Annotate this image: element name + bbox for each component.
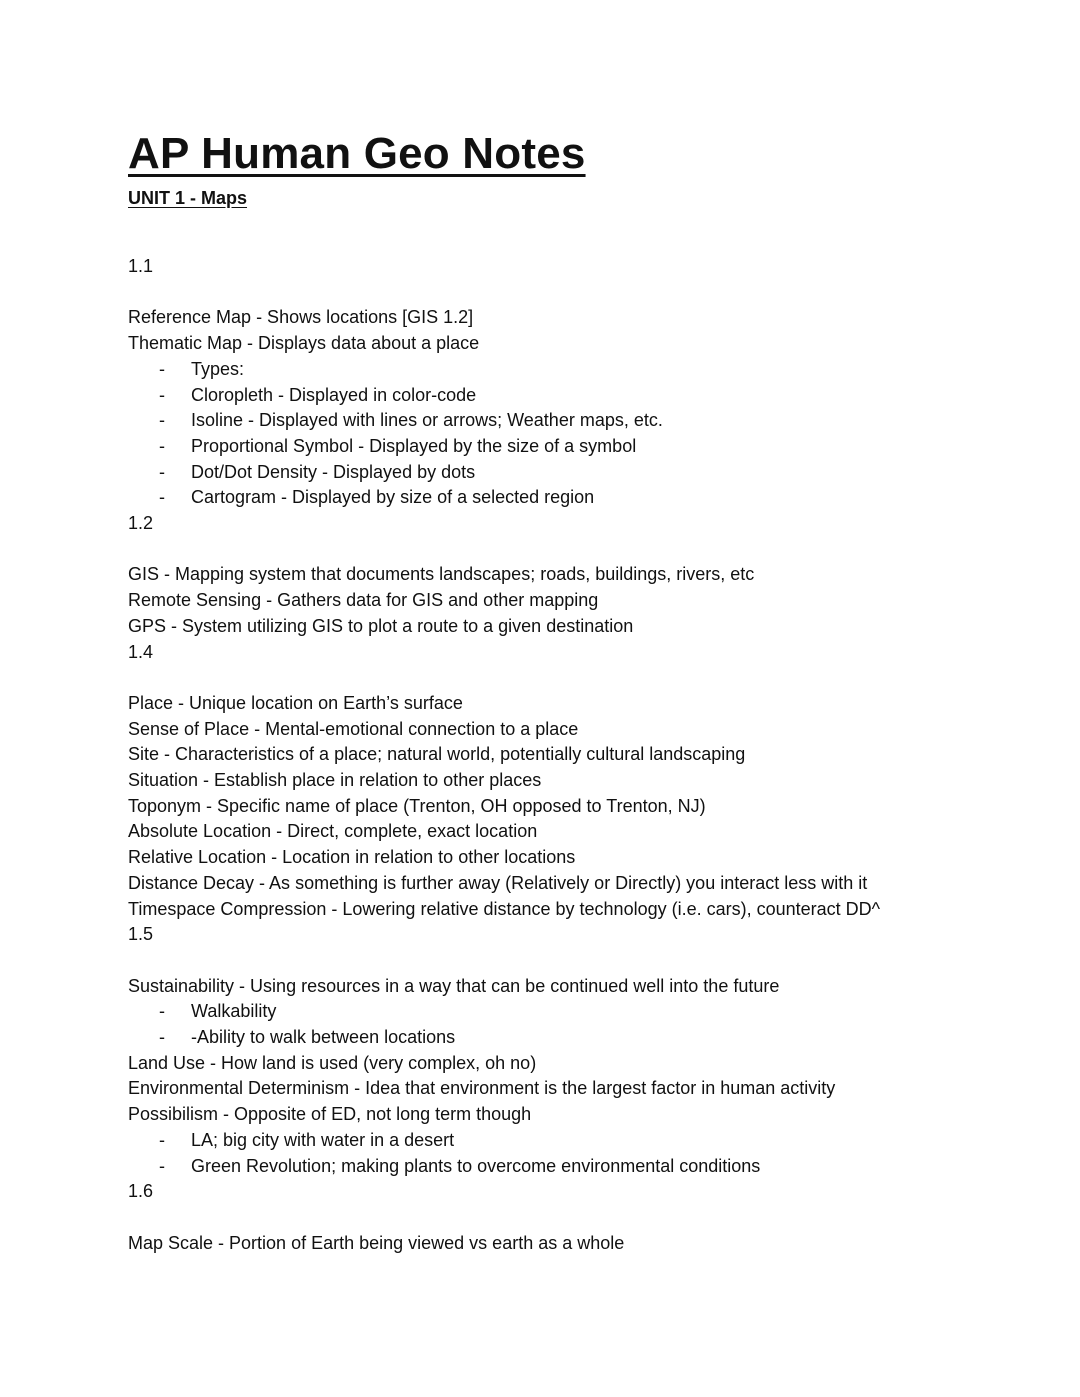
note-line: Map Scale - Portion of Earth being viewed vs earth as a whole xyxy=(128,1232,625,1253)
note-line: Land Use - How land is used (very complex, oh no) xyxy=(128,1052,537,1073)
section-1-2 xyxy=(128,511,968,640)
bullet-item: - Isoline - Displayed with lines or arrows; Weather maps, etc. xyxy=(128,408,968,434)
blank-line xyxy=(128,948,968,974)
note-line: Relative Location - Location in relation to other locations xyxy=(128,847,576,868)
bullet-item: - Cartogram - Displayed by size of a selected region xyxy=(128,485,968,511)
note-line: Absolute Location - Direct, complete, exact location xyxy=(128,821,538,842)
section-number: 1.2 xyxy=(128,513,154,534)
section-1-6 xyxy=(128,1179,968,1256)
note-line: Thematic Map - Displays data about a place xyxy=(128,333,480,354)
note-line: Distance Decay - As something is further away (Relatively or Directly) you interact less with it xyxy=(128,872,868,893)
section-number: 1.5 xyxy=(128,924,154,945)
note-line: Environmental Determinism - Idea that environment is the largest factor in human activity xyxy=(128,1078,836,1099)
blank-line xyxy=(128,1205,968,1231)
section-1-1 xyxy=(128,254,968,511)
note-line: Sense of Place - Mental-emotional connection to a place xyxy=(128,718,579,739)
document-body xyxy=(128,128,968,1256)
bullet-item: - Walkability xyxy=(128,999,968,1025)
note-line: GIS - Mapping system that documents landscapes; roads, buildings, rivers, etc xyxy=(128,564,755,585)
bullet-item: - Proportional Symbol - Displayed by the size of a symbol xyxy=(128,434,968,460)
note-line: Toponym - Specific name of place (Trenton, OH opposed to Trenton, NJ) xyxy=(128,795,706,816)
bullet-item: - Dot/Dot Density - Displayed by dots xyxy=(128,460,968,486)
note-line: Sustainability - Using resources in a way that can be continued well into the future xyxy=(128,975,780,996)
blank-line xyxy=(128,280,968,306)
bullet-item: - -Ability to walk between locations xyxy=(128,1025,968,1051)
bullet-item: - LA; big city with water in a desert xyxy=(128,1128,968,1154)
note-line: GPS - System utilizing GIS to plot a route to a given destination xyxy=(128,615,634,636)
section-1-4 xyxy=(128,640,968,923)
note-line: Reference Map - Shows locations [GIS 1.2] xyxy=(128,307,474,328)
document-title: AP Human Geo Notes xyxy=(128,129,586,178)
note-line: Possibilism - Opposite of ED, not long term though xyxy=(128,1104,532,1125)
section-1-5 xyxy=(128,922,968,1179)
section-number: 1.1 xyxy=(128,256,154,276)
notes-container xyxy=(128,254,968,1256)
bullet-item: - Types: xyxy=(128,357,968,383)
note-line: Site - Characteristics of a place; natural world, potentially cultural landscaping xyxy=(128,744,746,765)
note-line: Situation - Establish place in relation to other places xyxy=(128,770,542,791)
note-line: Place - Unique location on Earth’s surface xyxy=(128,692,463,713)
note-line: Remote Sensing - Gathers data for GIS and other mapping xyxy=(128,590,599,611)
section-number: 1.4 xyxy=(128,641,154,662)
unit-heading: UNIT 1 - Maps xyxy=(128,188,248,208)
blank-line xyxy=(128,537,968,563)
blank-line xyxy=(128,665,968,691)
bullet-item: - Green Revolution; making plants to overcome environmental conditions xyxy=(128,1154,968,1180)
note-line: Timespace Compression - Lowering relative distance by technology (i.e. cars), counteract DD^ xyxy=(128,898,881,919)
section-number: 1.6 xyxy=(128,1181,154,1202)
bullet-item: - Cloropleth - Displayed in color-code xyxy=(128,383,968,409)
